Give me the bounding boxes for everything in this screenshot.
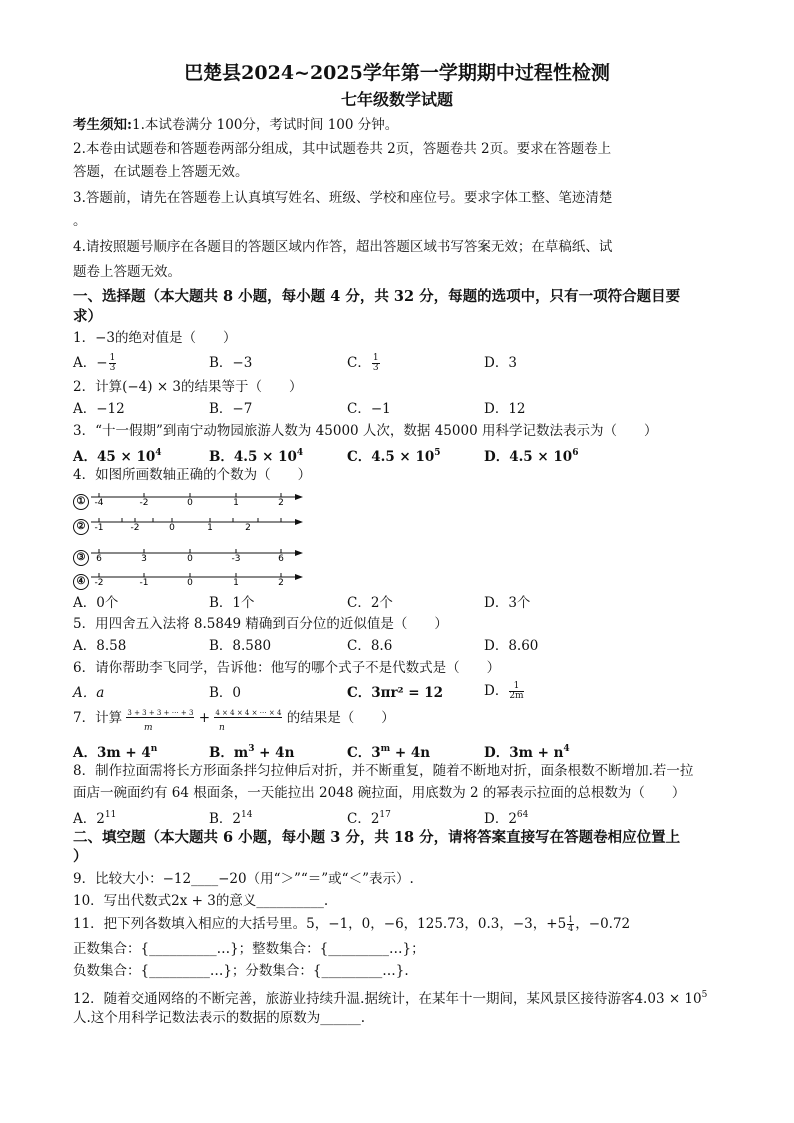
q8-option-c: C．$2^{17}$ <box>347 810 391 827</box>
q8-stem-1: 8．制作拉面需将长方形面条拌匀拉伸后对折，并不断重复，随着不断地对折，面条根数不断增加.若一拉 <box>73 763 694 779</box>
q7-brace-label-m: m <box>144 723 153 733</box>
q4-stem: 4．如图所画数轴正确的个数为（ ） <box>73 467 312 483</box>
q1-c-label: C． <box>347 355 371 371</box>
q1-stem: 1．−3的绝对值是（ ） <box>73 330 237 346</box>
q7-option-c: C．$3^m + 4n$ <box>347 744 431 761</box>
q11-stem <box>73 915 630 933</box>
notice-line-4b: 题卷上答题无效。 <box>73 264 181 280</box>
q5-option-a: A．8.58 <box>73 638 127 654</box>
number-line-3-svg <box>73 548 313 570</box>
number-line-1-svg <box>73 492 313 514</box>
q11-sets-2: 负数集合：{_________…}；分数集合：{_________…}. <box>73 963 409 979</box>
nl3-tick-1: 6 <box>96 554 102 564</box>
q9: 9．比较大小：−12____−20（用“＞”“＝”或“＜”表示）. <box>73 871 414 887</box>
q7-stem-start: 7．计算 <box>73 710 123 726</box>
q6-d-label: D． <box>484 683 509 699</box>
q5-option-d: D．8.60 <box>484 638 539 654</box>
q1-a-fraction: $\frac{1}{3}$ <box>109 353 116 373</box>
notice-line-2b: 答题，在试题卷上答题无效。 <box>73 164 249 180</box>
q6-option-b: B．0 <box>209 685 242 701</box>
q12-exponent: 5 <box>701 990 708 1000</box>
q7-sum-expression: 3 + 3 + 3 + ⋯ + 3 <box>127 709 194 717</box>
q7-option-b: B．$m^3 + 4n$ <box>209 744 295 761</box>
q1-c-fraction: $\frac{1}{3}$ <box>372 353 379 373</box>
q6-option-c: C．3πr² = 12 <box>347 685 444 701</box>
q7-plus: + <box>198 710 211 726</box>
number-line-1 <box>73 492 313 514</box>
nl2-tick-1: -1 <box>94 523 104 533</box>
q6-d-fraction: $\frac{1}{2m}$ <box>509 681 524 701</box>
q8-option-d: D．$2^{64}$ <box>484 810 529 827</box>
q11-sets-1: 正数集合：{__________…}；整数集合：{_________…}； <box>73 941 425 957</box>
q2-option-a: A．−12 <box>73 401 125 417</box>
nl4-tick-2: -1 <box>139 578 149 588</box>
q2-stem: 2．计算(−4) × 3的结果等于（ ） <box>73 379 303 395</box>
nl3-tick-4: -3 <box>231 554 241 564</box>
exam-subtitle: 七年级数学试题 <box>340 90 453 109</box>
nl1-tick-4: 1 <box>233 498 239 508</box>
q6-option-a: A．a <box>73 685 105 701</box>
q7-product-expression: 4 × 4 × 4 × ⋯ × 4 <box>215 709 282 717</box>
section1-heading-cont: 求） <box>73 308 102 325</box>
q11-stem-text: 11．把下列各数填入相应的大括号里。5，−1，0，−6，125.73，0.3，−3，+5 <box>73 916 567 932</box>
notice-line-1 <box>73 116 398 134</box>
q11-stem-tail: ，−0.72 <box>575 916 631 932</box>
q8-option-b: B．$2^{14}$ <box>209 810 253 827</box>
q4-option-a: A．0个 <box>73 595 119 611</box>
number-line-4 <box>73 572 313 594</box>
q12-stem-2: 人.这个用科学记数法表示的数据的原数为______. <box>73 1010 366 1026</box>
nl4-tick-5: 2 <box>278 578 284 588</box>
q5-option-b: B．8.580 <box>209 638 272 654</box>
q1-option-d: D．3 <box>484 355 517 371</box>
number-line-2-mark: ② <box>73 519 89 535</box>
exam-title: 巴楚县2024~2025学年第一学期期中过程性检测 <box>184 62 610 84</box>
nl2-tick-2: -2 <box>130 523 140 533</box>
number-line-3-mark: ③ <box>73 550 89 566</box>
q4-option-c: C．2个 <box>347 595 393 611</box>
section1-heading: 一、选择题（本大题共 8 小题，每小题 4 分，共 32 分，每题的选项中，只有一项符合题目要 <box>73 288 681 305</box>
q1-option-a <box>73 354 117 373</box>
q12-stem-1 <box>73 986 707 1008</box>
q7-option-d: D．$3m + n^4$ <box>484 744 570 761</box>
nl4-tick-4: 1 <box>233 578 239 588</box>
q3-option-b: B．$4.5 \times 10^4$ <box>209 448 304 465</box>
notice-line-4a: 4.请按照题号顺序在各题目的答题区域内作答，超出答题区域书写答案无效；在草稿纸、试 <box>73 239 613 255</box>
notice-line-3a: 3.答题前，请先在答题卷上认真填写姓名、班级、学校和座位号。要求字体工整、笔迹清楚 <box>73 190 613 206</box>
nl1-tick-2: -2 <box>139 498 149 508</box>
q1-option-b: B．−3 <box>209 355 253 371</box>
q4-option-d: D．3个 <box>484 595 531 611</box>
q10: 10．写出代数式2x + 3的意义__________. <box>73 893 329 909</box>
notice-line-3b: 。 <box>73 213 87 229</box>
q8-stem-2: 面店一碗面约有 64 根面条，一天能拉出 2048 碗拉面，用底数为 2 的幂表示拉面的总根数为（ ） <box>73 785 686 801</box>
notice-label: 考生须知: <box>73 117 132 133</box>
number-line-2-svg <box>73 517 313 539</box>
nl1-tick-1: -4 <box>94 498 104 508</box>
nl3-tick-3: 0 <box>187 554 193 564</box>
q3-option-a: A．$45 \times 10^4$ <box>73 448 162 465</box>
nl3-tick-2: 3 <box>141 554 147 564</box>
q3-stem: 3．“十一假期”到南宁动物园旅游人数为 45000 人次，数据 45000 用科学记数法表示为（ ） <box>73 423 658 439</box>
number-line-4-mark: ④ <box>73 574 89 590</box>
q6-option-d <box>484 682 525 701</box>
nl4-tick-3: 0 <box>187 578 193 588</box>
q1-a-label: A．− <box>73 355 108 371</box>
nl2-tick-4: 1 <box>207 523 213 533</box>
q7-stem-end: 的结果是（ ） <box>286 710 395 726</box>
q3-option-c: C．$4.5 \times 10^5$ <box>347 448 441 465</box>
q7-option-a: A．$3m + 4^n$ <box>73 744 158 761</box>
q6-stem: 6．请你帮助李飞同学，告诉他：他写的哪个式子不是代数式是（ ） <box>73 660 501 676</box>
nl2-tick-3: 0 <box>169 523 175 533</box>
q11-fraction: $\frac{1}{4}$ <box>568 915 574 933</box>
nl1-tick-5: 2 <box>278 498 284 508</box>
q3-option-d: D．$4.5 \times 10^6$ <box>484 448 579 465</box>
number-line-4-svg <box>73 572 313 594</box>
notice-line-2a: 2.本卷由试题卷和答题卷两部分组成，其中试题卷共 2页，答题卷共 2页。要求在答题卷上 <box>73 141 612 157</box>
q12-text: 12．随着交通网络的不断完善，旅游业持续升温.据统计，在某年十一期间，某风景区接待游客4.03 × 10 <box>73 991 702 1007</box>
notice-text-1: 1.本试卷满分 100分，考试时间 100 分钟。 <box>131 117 399 133</box>
number-line-2 <box>73 517 313 539</box>
q4-option-b: B．1个 <box>209 595 255 611</box>
q2-option-b: B．−7 <box>209 401 253 417</box>
number-line-1-mark: ① <box>73 494 89 510</box>
q7-brace-label-n: n <box>219 723 225 733</box>
q2-option-d: D．12 <box>484 401 526 417</box>
number-line-3 <box>73 548 313 570</box>
section2-heading-cont: ） <box>73 848 88 865</box>
nl1-tick-3: 0 <box>187 498 193 508</box>
q2-option-c: C．−1 <box>347 401 391 417</box>
section2-heading: 二、填空题（本大题共 6 小题，每小题 3 分，共 18 分，请将答案直接写在答题卷相应位置上 <box>73 829 681 846</box>
nl4-tick-1: -2 <box>94 578 104 588</box>
q7-stem <box>73 709 395 727</box>
nl3-tick-5: 6 <box>278 554 284 564</box>
nl2-tick-5: 2 <box>245 523 251 533</box>
q5-stem: 5．用四舍五入法将 8.5849 精确到百分位的近似值是（ ） <box>73 616 448 632</box>
q5-option-c: C．8.6 <box>347 638 393 654</box>
q8-option-a: A．$2^{11}$ <box>73 810 117 827</box>
q1-option-c <box>347 354 381 373</box>
